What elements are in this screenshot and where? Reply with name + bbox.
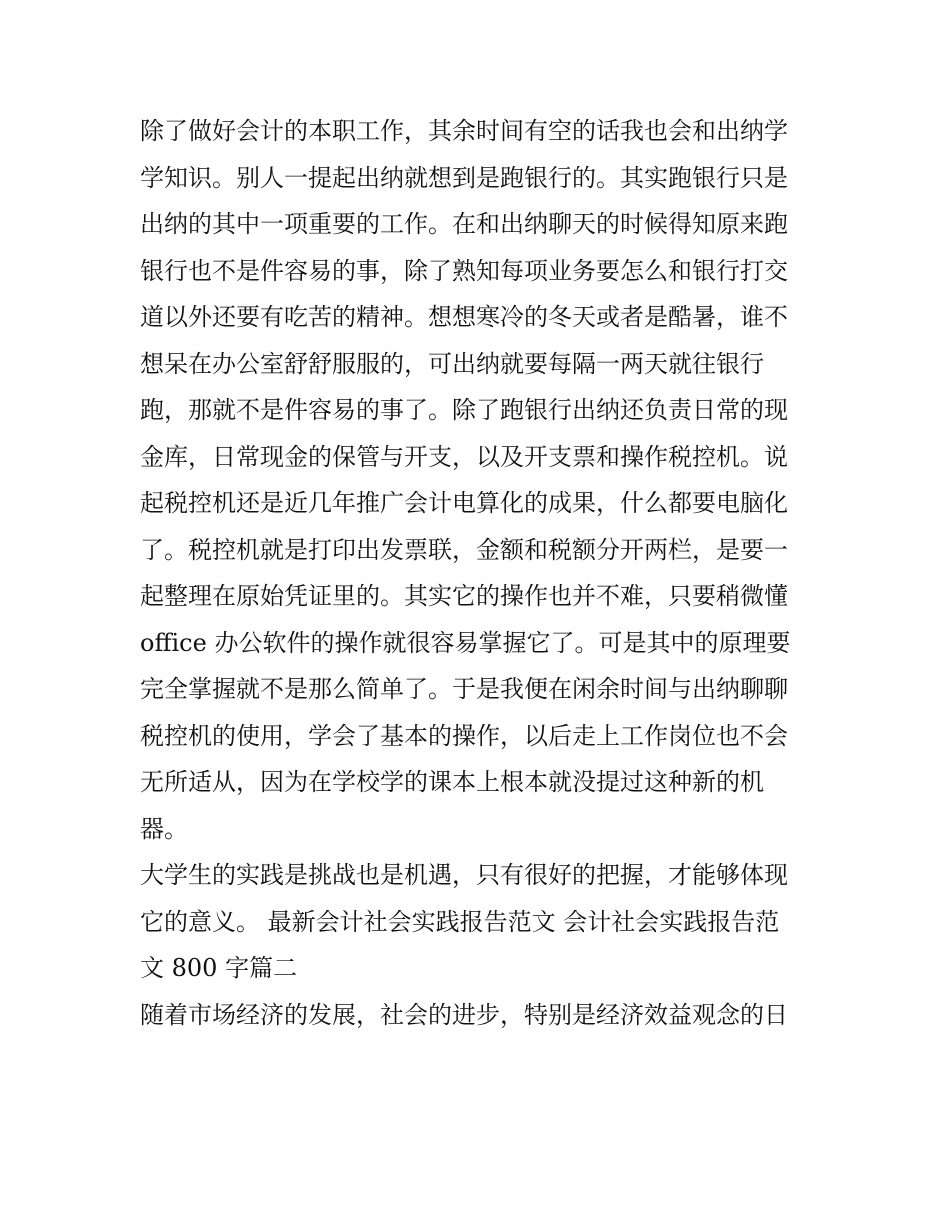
- text-line: 金库，日常现金的保管与开支，以及开支票和操作税控机。说: [140, 442, 788, 471]
- text-line: 学知识。别人一提起出纳就想到是跑银行的。其实跑银行只是: [140, 163, 788, 192]
- text-line: 大学生的实践是挑战也是机遇，只有很好的把握，才能够体现: [140, 861, 788, 889]
- text-line: 出纳的其中一项重要的工作。在和出纳聊天的时候得知原来跑: [140, 210, 788, 238]
- text-line: 想呆在办公室舒舒服服的，可出纳就要每隔一两天就往银行: [140, 349, 764, 378]
- text-line: office 办公软件的操作就很容易掌握它了。可是其中的原理要: [140, 628, 791, 657]
- body-text: [140, 108, 815, 1038]
- text-line: 文 800 字篇二: [140, 954, 298, 982]
- text-line: 无所适从，因为在学校学的课本上根本就没提过这种新的机: [140, 768, 764, 796]
- text-line: 了。税控机就是打印出发票联，金额和税额分开两栏，是要一: [140, 535, 788, 564]
- text-line: 完全掌握就不是那么简单了。于是我便在闲余时间与出纳聊聊: [140, 675, 788, 703]
- text-line: 器。: [140, 814, 188, 843]
- text-line: 除了做好会计的本职工作，其余时间有空的话我也会和出纳学: [140, 117, 788, 145]
- text-line: 它的意义。 最新会计社会实践报告范文 会计社会实践报告范: [140, 907, 780, 936]
- text-line: 税控机的使用，学会了基本的操作，以后走上工作岗位也不会: [140, 721, 788, 750]
- text-line: 银行也不是件容易的事，除了熟知每项业务要怎么和银行打交: [140, 256, 788, 285]
- text-line: 随着市场经济的发展，社会的进步，特别是经济效益观念的日: [140, 1000, 788, 1029]
- text-line: 起税控机还是近几年推广会计电算化的成果，什么都要电脑化: [140, 489, 788, 517]
- text-line: 跑，那就不是件容易的事了。除了跑银行出纳还负责日常的现: [140, 396, 788, 424]
- text-line: 道以外还要有吃苦的精神。想想寒冷的冬天或者是酷暑，谁不: [140, 303, 788, 331]
- text-line: 起整理在原始凭证里的。其实它的操作也并不难，只要稍微懂: [140, 582, 788, 610]
